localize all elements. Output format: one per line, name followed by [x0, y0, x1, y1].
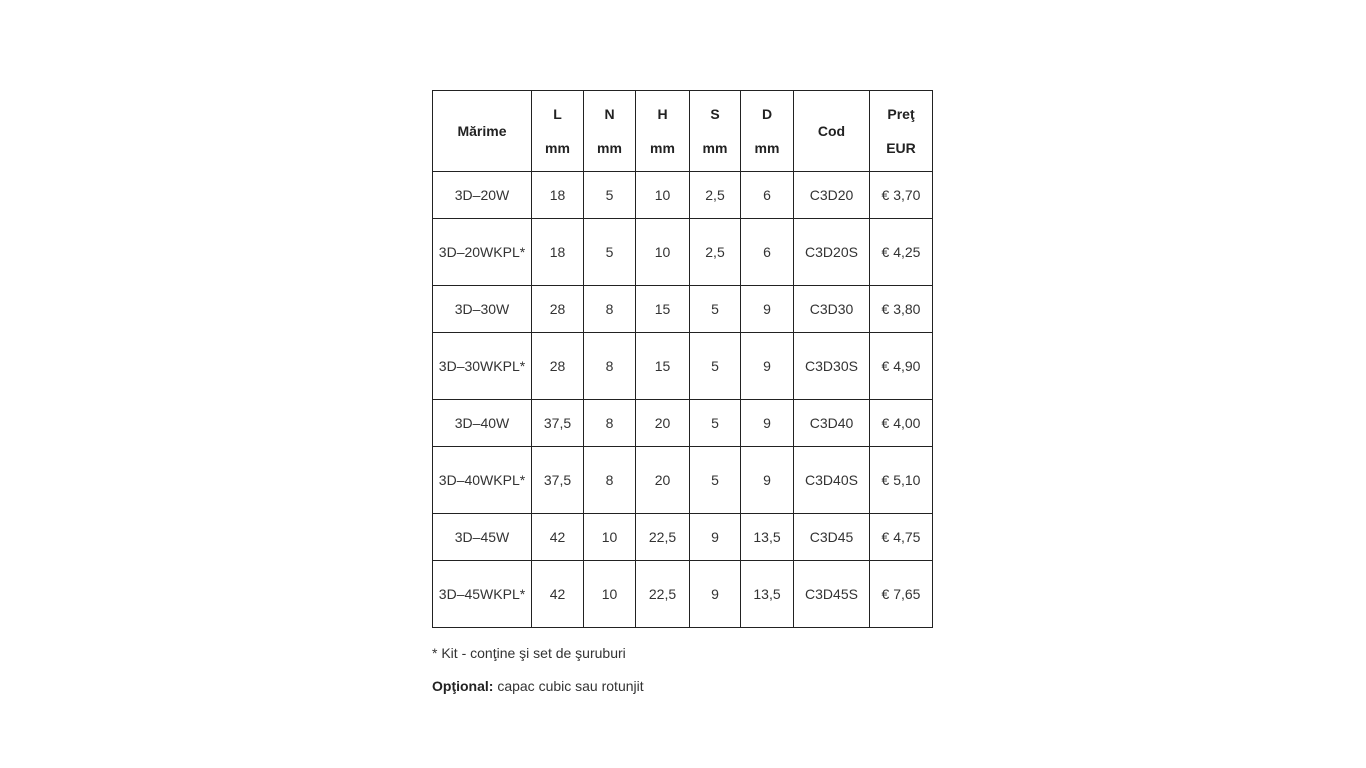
- cell-n: 10: [584, 561, 636, 628]
- cell-l: 42: [532, 561, 584, 628]
- cell-h: 15: [636, 286, 690, 333]
- table-row: [433, 514, 933, 561]
- table-row: [433, 333, 933, 400]
- header-s: S mm: [690, 91, 741, 172]
- cell-s: 9: [690, 514, 741, 561]
- cell-n: 5: [584, 172, 636, 219]
- cell-size: 3D–30W: [433, 286, 532, 333]
- cell-n: 8: [584, 447, 636, 514]
- cell-price: € 5,10: [870, 447, 933, 514]
- spec-table: [432, 90, 933, 628]
- cell-n: 5: [584, 219, 636, 286]
- header-size: Mărime: [433, 91, 532, 172]
- cell-code: C3D45: [794, 514, 870, 561]
- cell-size: 3D–20W: [433, 172, 532, 219]
- cell-h: 15: [636, 333, 690, 400]
- cell-price: € 4,75: [870, 514, 933, 561]
- cell-l: 42: [532, 514, 584, 561]
- cell-code: C3D40: [794, 400, 870, 447]
- cell-l: 28: [532, 333, 584, 400]
- cell-s: 2,5: [690, 172, 741, 219]
- cell-code: C3D30S: [794, 333, 870, 400]
- cell-size: 3D–45W: [433, 514, 532, 561]
- cell-s: 9: [690, 561, 741, 628]
- cell-d: 13,5: [741, 561, 794, 628]
- cell-h: 22,5: [636, 514, 690, 561]
- table-row: [433, 172, 933, 219]
- cell-h: 20: [636, 400, 690, 447]
- header-l: L mm: [532, 91, 584, 172]
- cell-d: 9: [741, 447, 794, 514]
- header-price: Preţ EUR: [870, 91, 933, 172]
- cell-s: 5: [690, 400, 741, 447]
- cell-n: 8: [584, 286, 636, 333]
- cell-d: 13,5: [741, 514, 794, 561]
- cell-l: 18: [532, 172, 584, 219]
- cell-l: 37,5: [532, 447, 584, 514]
- cell-n: 8: [584, 400, 636, 447]
- cell-code: C3D40S: [794, 447, 870, 514]
- optional-note: [432, 678, 932, 694]
- optional-text: capac cubic sau rotunjit: [493, 678, 644, 694]
- cell-l: 28: [532, 286, 584, 333]
- kit-note: * Kit - conţine şi set de şuruburi: [432, 645, 626, 661]
- cell-price: € 3,80: [870, 286, 933, 333]
- cell-price: € 4,25: [870, 219, 933, 286]
- cell-d: 9: [741, 333, 794, 400]
- table-row: [433, 447, 933, 514]
- cell-s: 5: [690, 286, 741, 333]
- table-row: [433, 400, 933, 447]
- cell-l: 18: [532, 219, 584, 286]
- cell-h: 22,5: [636, 561, 690, 628]
- cell-s: 5: [690, 447, 741, 514]
- cell-code: C3D45S: [794, 561, 870, 628]
- optional-label: Opţional:: [432, 678, 494, 694]
- cell-size: 3D–45WKPL*: [433, 561, 532, 628]
- header-n: N mm: [584, 91, 636, 172]
- cell-size: 3D–40WKPL*: [433, 447, 532, 514]
- product-spec-section: [432, 90, 932, 694]
- cell-h: 10: [636, 219, 690, 286]
- cell-size: 3D–20WKPL*: [433, 219, 532, 286]
- header-code: Cod: [794, 91, 870, 172]
- cell-h: 20: [636, 447, 690, 514]
- cell-d: 6: [741, 172, 794, 219]
- header-d: D mm: [741, 91, 794, 172]
- table-row: [433, 286, 933, 333]
- cell-price: € 7,65: [870, 561, 933, 628]
- table-row: [433, 219, 933, 286]
- cell-size: 3D–30WKPL*: [433, 333, 532, 400]
- cell-n: 8: [584, 333, 636, 400]
- cell-code: C3D30: [794, 286, 870, 333]
- cell-price: € 4,00: [870, 400, 933, 447]
- cell-d: 9: [741, 400, 794, 447]
- table-header-row: [433, 91, 933, 172]
- table-row: [433, 561, 933, 628]
- header-h: H mm: [636, 91, 690, 172]
- cell-price: € 3,70: [870, 172, 933, 219]
- cell-d: 9: [741, 286, 794, 333]
- cell-code: C3D20S: [794, 219, 870, 286]
- cell-size: 3D–40W: [433, 400, 532, 447]
- cell-code: C3D20: [794, 172, 870, 219]
- cell-price: € 4,90: [870, 333, 933, 400]
- cell-l: 37,5: [532, 400, 584, 447]
- cell-s: 5: [690, 333, 741, 400]
- cell-s: 2,5: [690, 219, 741, 286]
- cell-h: 10: [636, 172, 690, 219]
- cell-n: 10: [584, 514, 636, 561]
- cell-d: 6: [741, 219, 794, 286]
